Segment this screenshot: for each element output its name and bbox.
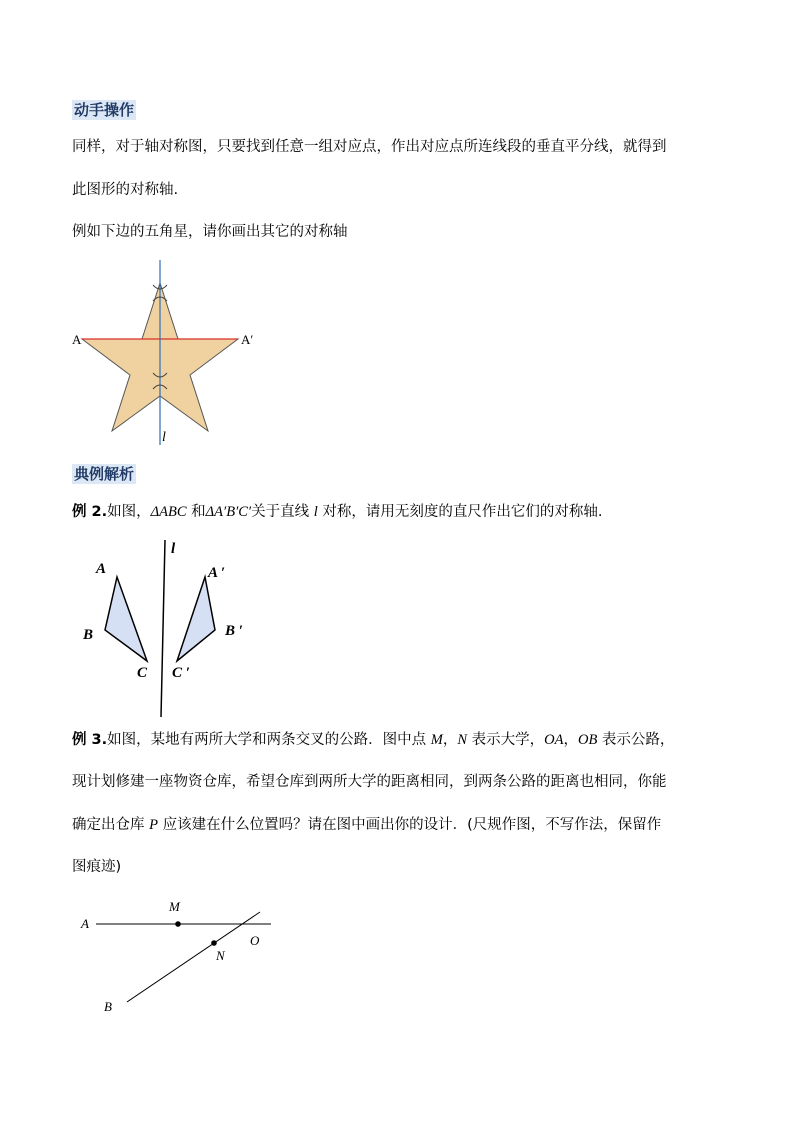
paragraph-line: 此图形的对称轴. bbox=[72, 182, 179, 198]
label-B: B bbox=[104, 999, 112, 1014]
label-A: A bbox=[81, 916, 89, 931]
triangle-abc-shape bbox=[105, 577, 147, 661]
point-m bbox=[175, 921, 181, 927]
point-n bbox=[211, 940, 217, 946]
example-2-number: 例 2. bbox=[72, 504, 108, 520]
triangle-abc-prime-shape bbox=[177, 577, 215, 661]
road-ob bbox=[127, 912, 260, 1002]
label-N: N bbox=[216, 948, 225, 963]
roads-figure bbox=[70, 890, 290, 1020]
example-3-line1: 例 3.如图，某地有两所大学和两条交叉的公路．图中点 M，N 表示大学，OA，OB 表示公路， bbox=[72, 732, 675, 748]
example-3-line4: 图痕迹) bbox=[72, 859, 122, 875]
label-C: C bbox=[137, 665, 148, 681]
label-B: B bbox=[83, 627, 94, 643]
label-l: l bbox=[162, 430, 166, 445]
label-a-prime: A′ bbox=[241, 332, 254, 347]
heading-typical-examples: 典例解析 bbox=[74, 465, 135, 483]
label-A: A bbox=[96, 561, 107, 577]
label-C-prime: C ′ bbox=[172, 665, 190, 681]
label-a: A bbox=[72, 332, 82, 347]
example-3-line2: 现计划修建一座物资仓库，希望仓库到两所大学的距离相同，到两条公路的距离也相同，你能 bbox=[72, 774, 667, 790]
label-M: M bbox=[169, 899, 180, 914]
example-3-number: 例 3. bbox=[72, 732, 108, 748]
paragraph-line: 例如下边的五角星，请你画出其它的对称轴 bbox=[72, 224, 348, 240]
paragraph-line: 同样，对于轴对称图，只要找到任意一组对应点，作出对应点所连线段的垂直平分线，就得到 bbox=[72, 139, 667, 155]
star-figure bbox=[60, 255, 280, 450]
example-2-text: 例 2.如图，ΔABC 和ΔA′B′C′关于直线 l 对称，请用无刻度的直尺作出它们的对称轴. bbox=[72, 504, 603, 520]
triangle-abc-prime: ΔA′B′C′ bbox=[205, 504, 252, 520]
label-B-prime: B ′ bbox=[225, 623, 243, 639]
example-3-line3: 确定出仓库 P 应该建在什么位置吗？请在图中画出你的设计．(尺规作图，不写作法，保留作 bbox=[72, 817, 662, 833]
label-A-prime: A ′ bbox=[208, 565, 226, 581]
label-l: l bbox=[171, 541, 176, 557]
line-l bbox=[161, 540, 165, 717]
triangle-abc: ΔABC bbox=[150, 504, 187, 520]
heading-hands-on: 动手操作 bbox=[74, 101, 135, 119]
triangles-figure bbox=[75, 535, 255, 720]
label-O: O bbox=[250, 933, 260, 948]
